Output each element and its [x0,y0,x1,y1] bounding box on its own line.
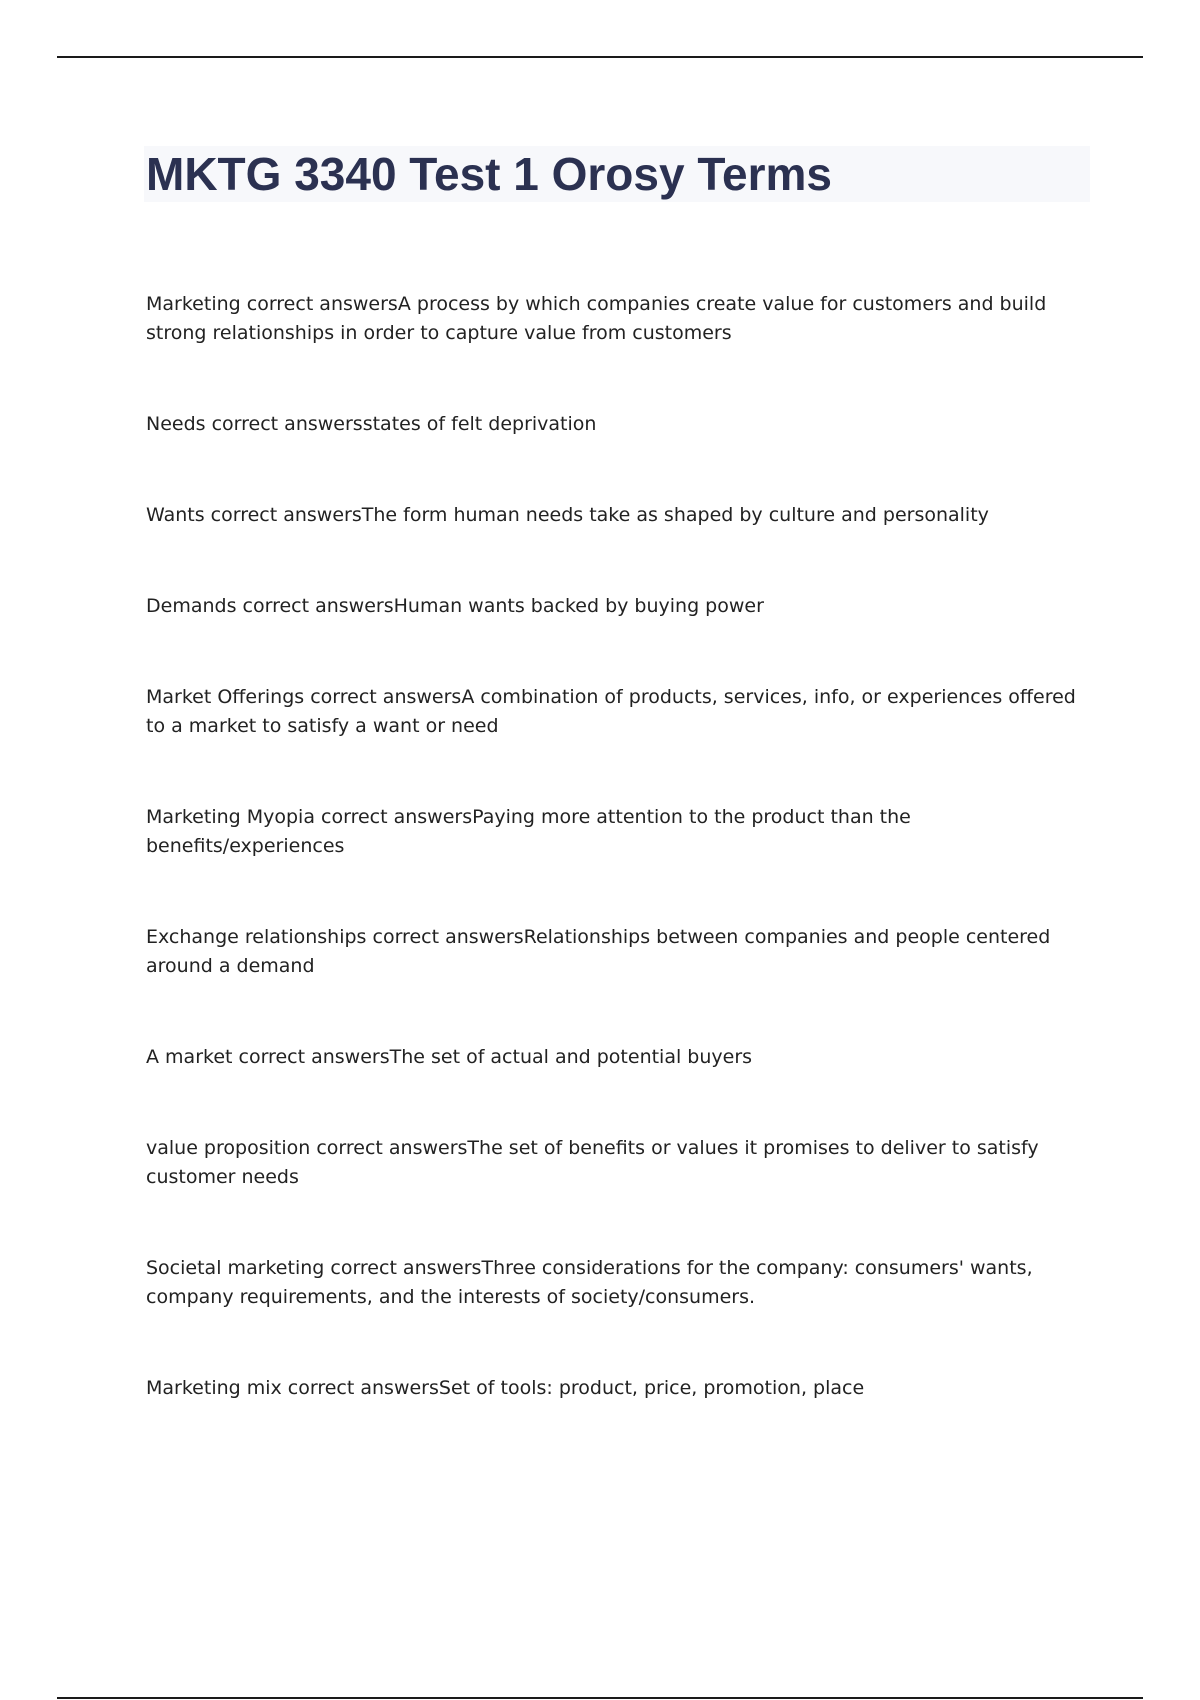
definition: Set of tools: product, price, promotion, place [438,1377,865,1399]
term: Needs [146,413,206,435]
term: value proposition [146,1137,311,1159]
answer-separator: correct answers [205,413,363,435]
header-rule [57,56,1143,58]
term-list [146,290,1092,1465]
term-entry-value-proposition [146,1134,1092,1192]
answer-separator: correct answers [310,1137,468,1159]
term: Marketing Myopia [146,806,315,828]
answer-separator: correct answers [232,1046,390,1068]
term-entry-societal-marketing [146,1254,1092,1312]
definition: A process by which companies create value for customers and build strong relationships in order to capture value from customers [146,293,1047,344]
term-entry-needs [146,410,1092,439]
term-entry-exchange-relationships [146,923,1092,981]
answer-separator: correct answers [281,1377,439,1399]
term: Marketing mix [146,1377,282,1399]
answer-separator: correct answers [204,504,362,526]
term-entry-marketing [146,290,1092,348]
answer-separator: correct answers [314,806,473,828]
term: Societal marketing [146,1257,325,1279]
document-title: MKTG 3340 Test 1 Orosy Terms [146,148,833,200]
term-entry-marketing-myopia [146,803,1092,861]
definition: The set of actual and potential buyers [389,1046,753,1068]
term: Demands [146,595,237,617]
definition: A combination of products, services, info, or experiences offered to a market to satisfy a want or need [146,686,1076,737]
answer-separator: correct answers [236,595,394,617]
definition: The form human needs take as shaped by culture and personality [361,504,989,526]
term: A market [146,1046,233,1068]
answer-separator: correct answers [240,293,398,315]
term: Exchange relationships [146,926,367,948]
footer-rule [57,1697,1143,1699]
answer-separator: correct answers [366,926,524,948]
definition: states of felt deprivation [362,413,597,435]
term: Wants [146,504,205,526]
definition: Paying more attention to the product than the benefits/experiences [146,806,911,857]
term-entry-marketing-mix [146,1374,1092,1403]
answer-separator: correct answers [324,1257,482,1279]
definition: The set of benefits or values it promises to deliver to satisfy customer needs [146,1137,1039,1188]
definition: Three considerations for the company: consumers' wants, company requirements, and the interests of society/consumers. [146,1257,1033,1308]
term-entry-demands [146,592,1092,621]
term-entry-a-market [146,1043,1092,1072]
term-entry-market-offerings [146,683,1092,741]
term: Marketing [146,293,241,315]
definition: Human wants backed by buying power [393,595,764,617]
definition: Relationships between companies and people centered around a demand [146,926,1051,977]
answer-separator: correct answers [304,686,462,708]
term: Market Offerings [146,686,305,708]
term-entry-wants [146,501,1092,530]
